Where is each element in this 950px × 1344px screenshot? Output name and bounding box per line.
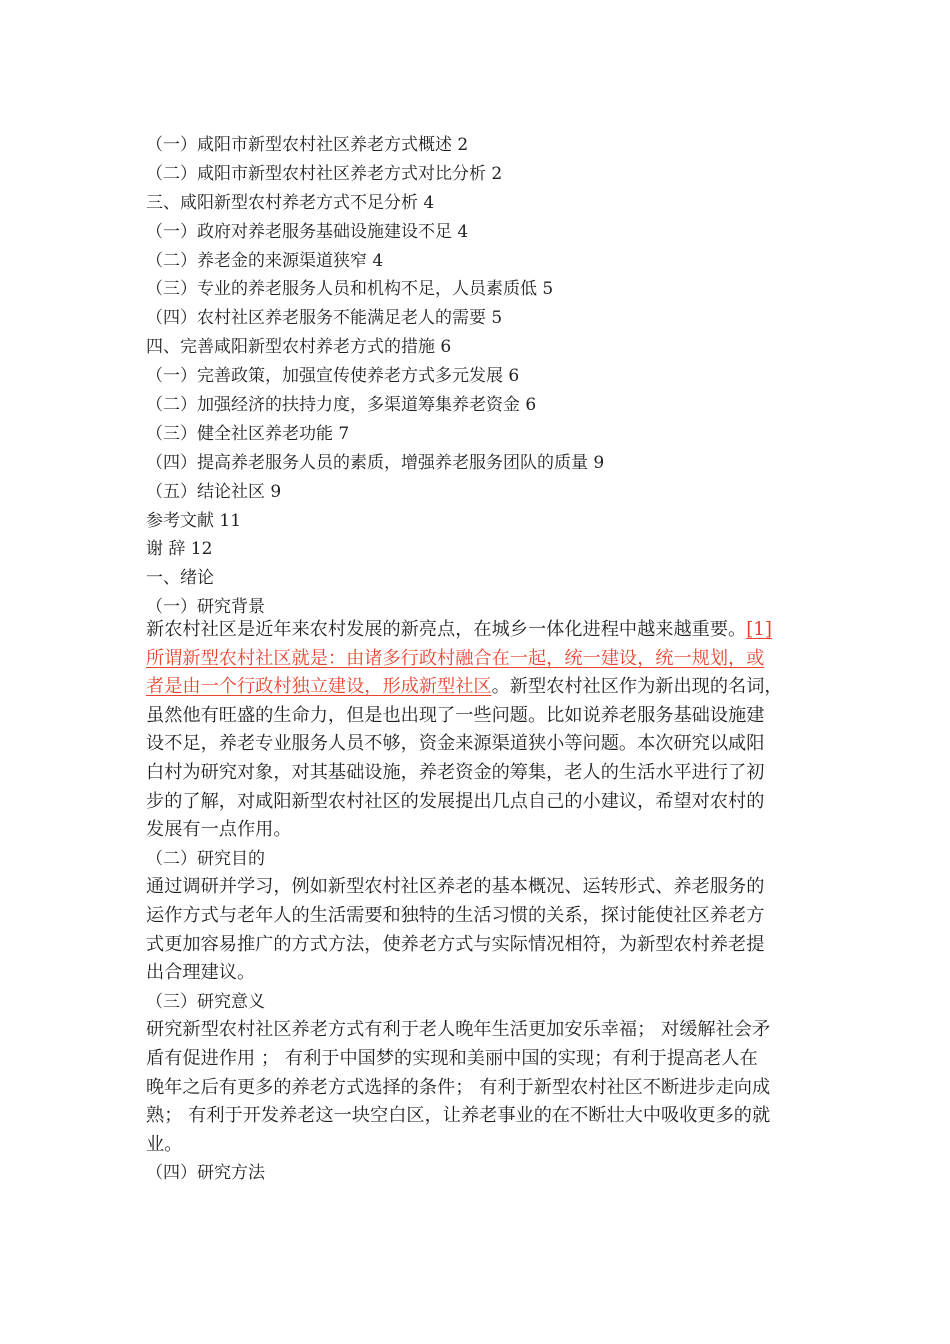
highlighted-text: 者是由一个行政村独立建设，形成新型社区 <box>146 676 492 698</box>
paragraph-line <box>146 616 810 645</box>
paragraph-line: 出合理建议。 <box>146 962 256 984</box>
toc-entry: （四）农村社区养老服务不能满足老人的需要 5 <box>146 308 503 329</box>
toc-entry: （一）咸阳市新型农村社区养老方式概述 2 <box>146 135 469 155</box>
text-span: 。新型农村社区作为新出现的名词， <box>491 676 783 698</box>
paragraph-line: 研究新型农村社区养老方式有利于老人晚年生活更加安乐幸福； 对缓解社会矛 <box>146 1019 771 1041</box>
toc-entry: （二）咸阳市新型农村社区养老方式对比分析 2 <box>146 163 503 184</box>
paragraph-line: 晚年之后有更多的养老方式选择的条件； 有利于新型农村社区不断进步走向成 <box>146 1076 771 1098</box>
toc-entry: （二）养老金的来源渠道狭窄 4 <box>146 250 384 271</box>
paragraph-line: 式更加容易推广的方式方法，使养老方式与实际情况相符，为新型农村养老提 <box>146 933 765 955</box>
highlighted-text: 所谓新型农村社区就是：由诸多行政村融合在一起，统一建设，统一规划，或 <box>146 647 765 669</box>
paragraph-line <box>146 645 810 674</box>
subsection-heading: （四）研究方法 <box>146 1163 265 1184</box>
toc-entry: 谢 辞 12 <box>146 539 213 560</box>
paragraph-line: 虽然他有旺盛的生命力，但是也出现了一些问题。比如说养老服务基础设施建 <box>146 704 765 726</box>
subsection-heading: （一）研究背景 <box>146 597 265 618</box>
subsection-heading: （三）研究意义 <box>146 991 265 1012</box>
paragraph-line: 盾有促进作用 ； 有利于中国梦的实现和美丽中国的实现；有利于提高老人在 <box>146 1047 758 1069</box>
toc-entry: （三）健全社区养老功能 7 <box>146 423 350 444</box>
paragraph-line: 步的了解，对咸阳新型农村社区的发展提出几点自己的小建议，希望对农村的 <box>146 790 765 812</box>
paragraph-line <box>146 673 810 702</box>
text-span: 新农村社区是近年来农村发展的新亮点，在城乡一体化进程中越来越重要。 <box>146 619 747 640</box>
subsection-heading: （二）研究目的 <box>146 848 265 869</box>
paragraph-line: 熟； 有利于开发养老这一块空白区，让养老事业的在不断壮大中吸收更多的就 <box>146 1105 771 1127</box>
toc-entry: （四）提高养老服务人员的素质，增强养老服务团队的质量 9 <box>146 452 605 473</box>
citation-link[interactable]: [1] <box>746 619 772 640</box>
toc-entry: 三、咸阳新型农村养老方式不足分析 4 <box>146 192 435 213</box>
toc-entry: （五）结论社区 9 <box>146 481 282 502</box>
table-of-contents <box>146 131 826 622</box>
toc-entry: 参考文献 11 <box>146 510 242 531</box>
section-heading: 一、绪论 <box>146 568 214 589</box>
body-text <box>146 616 810 1188</box>
paragraph-line: 业。 <box>146 1133 183 1155</box>
paragraph-line: 发展有一点作用。 <box>146 819 292 841</box>
toc-entry: （一）完善政策，加强宣传使养老方式多元发展 6 <box>146 366 520 387</box>
paragraph-line: 设不足，养老专业服务人员不够，资金来源渠道狭小等问题。本次研究以咸阳 <box>146 733 765 755</box>
paragraph-line: 白村为研究对象，对其基础设施，养老资金的筹集，老人的生活水平进行了初 <box>146 761 765 783</box>
toc-entry: （二）加强经济的扶持力度，多渠道筹集养老资金 6 <box>146 395 537 416</box>
toc-entry: （三）专业的养老服务人员和机构不足，人员素质低 5 <box>146 279 554 300</box>
paragraph-line: 运作方式与老年人的生活需要和独特的生活习惯的关系，探讨能使社区养老方 <box>146 904 765 926</box>
paragraph-line: 通过调研并学习，例如新型农村社区养老的基本概况、运转形式、养老服务的 <box>146 876 765 898</box>
toc-entry: 四、完善咸阳新型农村养老方式的措施 6 <box>146 337 452 358</box>
toc-entry: （一）政府对养老服务基础设施建设不足 4 <box>146 221 469 242</box>
